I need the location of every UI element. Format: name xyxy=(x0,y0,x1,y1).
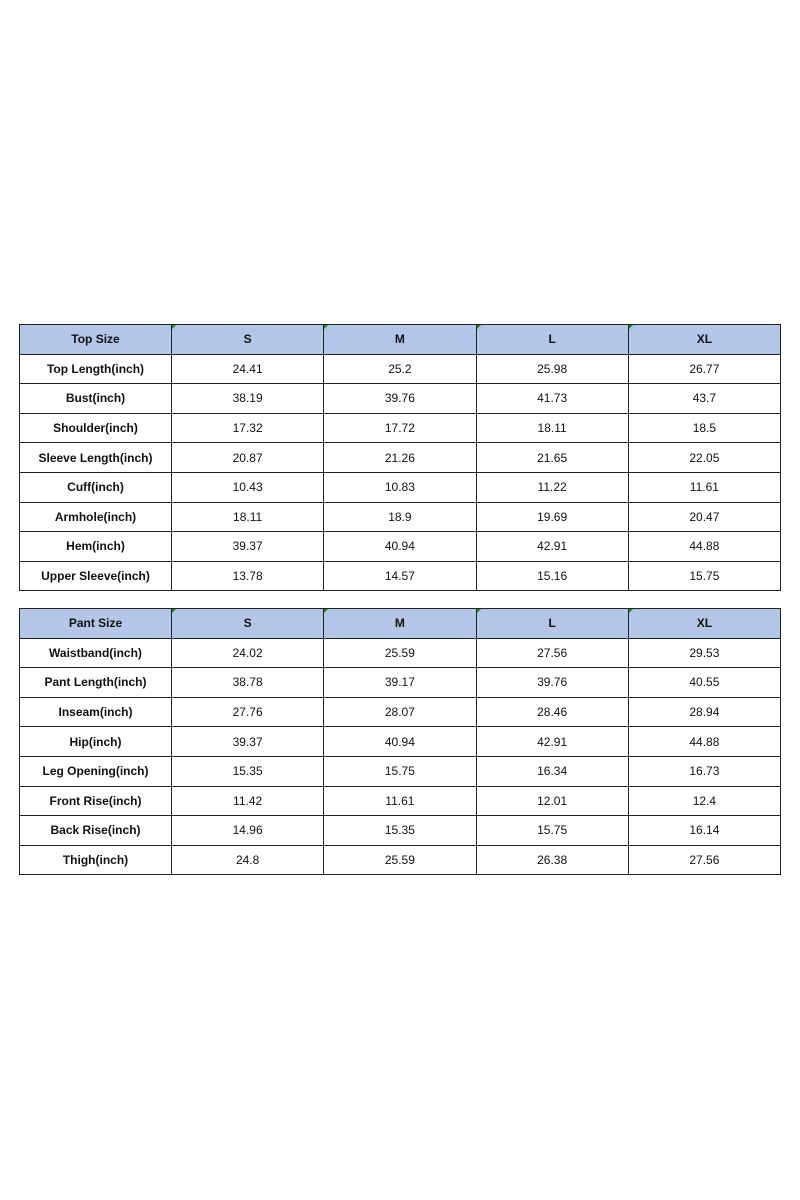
measurement-label: Thigh(inch) xyxy=(20,845,172,875)
measurement-value: 27.76 xyxy=(172,697,324,727)
measurement-value: 40.55 xyxy=(628,668,780,698)
measurement-value: 14.96 xyxy=(172,816,324,846)
measurement-value: 18.9 xyxy=(324,502,476,532)
measurement-value: 39.76 xyxy=(476,668,628,698)
pant-size-header-s: S xyxy=(172,609,324,639)
measurement-value: 44.88 xyxy=(628,727,780,757)
measurement-label: Inseam(inch) xyxy=(20,697,172,727)
table-row xyxy=(20,354,781,384)
measurement-value: 25.59 xyxy=(324,845,476,875)
measurement-label: Front Rise(inch) xyxy=(20,786,172,816)
measurement-value: 39.37 xyxy=(172,727,324,757)
top-size-header-label: Top Size xyxy=(20,325,172,355)
measurement-value: 16.73 xyxy=(628,756,780,786)
measurement-value: 14.57 xyxy=(324,561,476,591)
measurement-value: 10.43 xyxy=(172,472,324,502)
table-row xyxy=(20,413,781,443)
measurement-value: 11.61 xyxy=(628,472,780,502)
measurement-value: 44.88 xyxy=(628,532,780,562)
measurement-value: 28.94 xyxy=(628,697,780,727)
table-row xyxy=(20,532,781,562)
measurement-label: Back Rise(inch) xyxy=(20,816,172,846)
measurement-value: 13.78 xyxy=(172,561,324,591)
measurement-value: 12.4 xyxy=(628,786,780,816)
measurement-value: 11.42 xyxy=(172,786,324,816)
table-row xyxy=(20,816,781,846)
measurement-value: 17.72 xyxy=(324,413,476,443)
measurement-label: Top Length(inch) xyxy=(20,354,172,384)
measurement-value: 20.87 xyxy=(172,443,324,473)
measurement-value: 38.78 xyxy=(172,668,324,698)
top-size-header-l: L xyxy=(476,325,628,355)
table-row xyxy=(20,697,781,727)
measurement-value: 25.98 xyxy=(476,354,628,384)
measurement-value: 16.34 xyxy=(476,756,628,786)
pant-size-header-xl: XL xyxy=(628,609,780,639)
measurement-value: 41.73 xyxy=(476,384,628,414)
table-row xyxy=(20,502,781,532)
measurement-label: Armhole(inch) xyxy=(20,502,172,532)
measurement-value: 28.07 xyxy=(324,697,476,727)
measurement-value: 11.22 xyxy=(476,472,628,502)
measurement-value: 24.8 xyxy=(172,845,324,875)
top-size-table xyxy=(19,324,781,591)
measurement-value: 21.26 xyxy=(324,443,476,473)
table-row xyxy=(20,561,781,591)
measurement-value: 27.56 xyxy=(628,845,780,875)
measurement-value: 18.11 xyxy=(476,413,628,443)
measurement-label: Bust(inch) xyxy=(20,384,172,414)
measurement-value: 39.76 xyxy=(324,384,476,414)
measurement-value: 10.83 xyxy=(324,472,476,502)
top-size-header-s: S xyxy=(172,325,324,355)
table-row xyxy=(20,668,781,698)
table-row xyxy=(20,638,781,668)
pant-size-header-row xyxy=(20,609,781,639)
measurement-label: Waistband(inch) xyxy=(20,638,172,668)
measurement-value: 15.16 xyxy=(476,561,628,591)
measurement-value: 22.05 xyxy=(628,443,780,473)
pant-size-table xyxy=(19,608,781,875)
measurement-value: 19.69 xyxy=(476,502,628,532)
measurement-value: 24.41 xyxy=(172,354,324,384)
measurement-value: 12.01 xyxy=(476,786,628,816)
measurement-value: 15.75 xyxy=(628,561,780,591)
measurement-value: 25.59 xyxy=(324,638,476,668)
measurement-value: 26.38 xyxy=(476,845,628,875)
measurement-value: 16.14 xyxy=(628,816,780,846)
measurement-value: 39.37 xyxy=(172,532,324,562)
measurement-label: Hip(inch) xyxy=(20,727,172,757)
measurement-value: 18.11 xyxy=(172,502,324,532)
measurement-label: Sleeve Length(inch) xyxy=(20,443,172,473)
pant-size-header-l: L xyxy=(476,609,628,639)
measurement-value: 42.91 xyxy=(476,532,628,562)
measurement-value: 15.35 xyxy=(324,816,476,846)
table-row xyxy=(20,845,781,875)
measurement-value: 43.7 xyxy=(628,384,780,414)
measurement-value: 15.75 xyxy=(476,816,628,846)
measurement-label: Pant Length(inch) xyxy=(20,668,172,698)
measurement-label: Shoulder(inch) xyxy=(20,413,172,443)
measurement-value: 25.2 xyxy=(324,354,476,384)
table-row xyxy=(20,384,781,414)
measurement-value: 11.61 xyxy=(324,786,476,816)
top-size-body xyxy=(20,354,781,591)
measurement-label: Hem(inch) xyxy=(20,532,172,562)
table-row xyxy=(20,786,781,816)
measurement-label: Cuff(inch) xyxy=(20,472,172,502)
measurement-value: 21.65 xyxy=(476,443,628,473)
measurement-value: 39.17 xyxy=(324,668,476,698)
pant-size-body xyxy=(20,638,781,875)
measurement-label: Upper Sleeve(inch) xyxy=(20,561,172,591)
measurement-value: 24.02 xyxy=(172,638,324,668)
measurement-value: 26.77 xyxy=(628,354,780,384)
measurement-label: Leg Opening(inch) xyxy=(20,756,172,786)
measurement-value: 18.5 xyxy=(628,413,780,443)
measurement-value: 40.94 xyxy=(324,727,476,757)
table-row xyxy=(20,472,781,502)
pant-size-header-m: M xyxy=(324,609,476,639)
top-size-header-xl: XL xyxy=(628,325,780,355)
table-row xyxy=(20,756,781,786)
table-row xyxy=(20,443,781,473)
measurement-value: 20.47 xyxy=(628,502,780,532)
measurement-value: 38.19 xyxy=(172,384,324,414)
top-size-header-m: M xyxy=(324,325,476,355)
measurement-value: 15.35 xyxy=(172,756,324,786)
table-row xyxy=(20,727,781,757)
measurement-value: 17.32 xyxy=(172,413,324,443)
measurement-value: 29.53 xyxy=(628,638,780,668)
pant-size-header-label: Pant Size xyxy=(20,609,172,639)
measurement-value: 28.46 xyxy=(476,697,628,727)
measurement-value: 42.91 xyxy=(476,727,628,757)
measurement-value: 40.94 xyxy=(324,532,476,562)
measurement-value: 27.56 xyxy=(476,638,628,668)
measurement-value: 15.75 xyxy=(324,756,476,786)
top-size-header-row xyxy=(20,325,781,355)
